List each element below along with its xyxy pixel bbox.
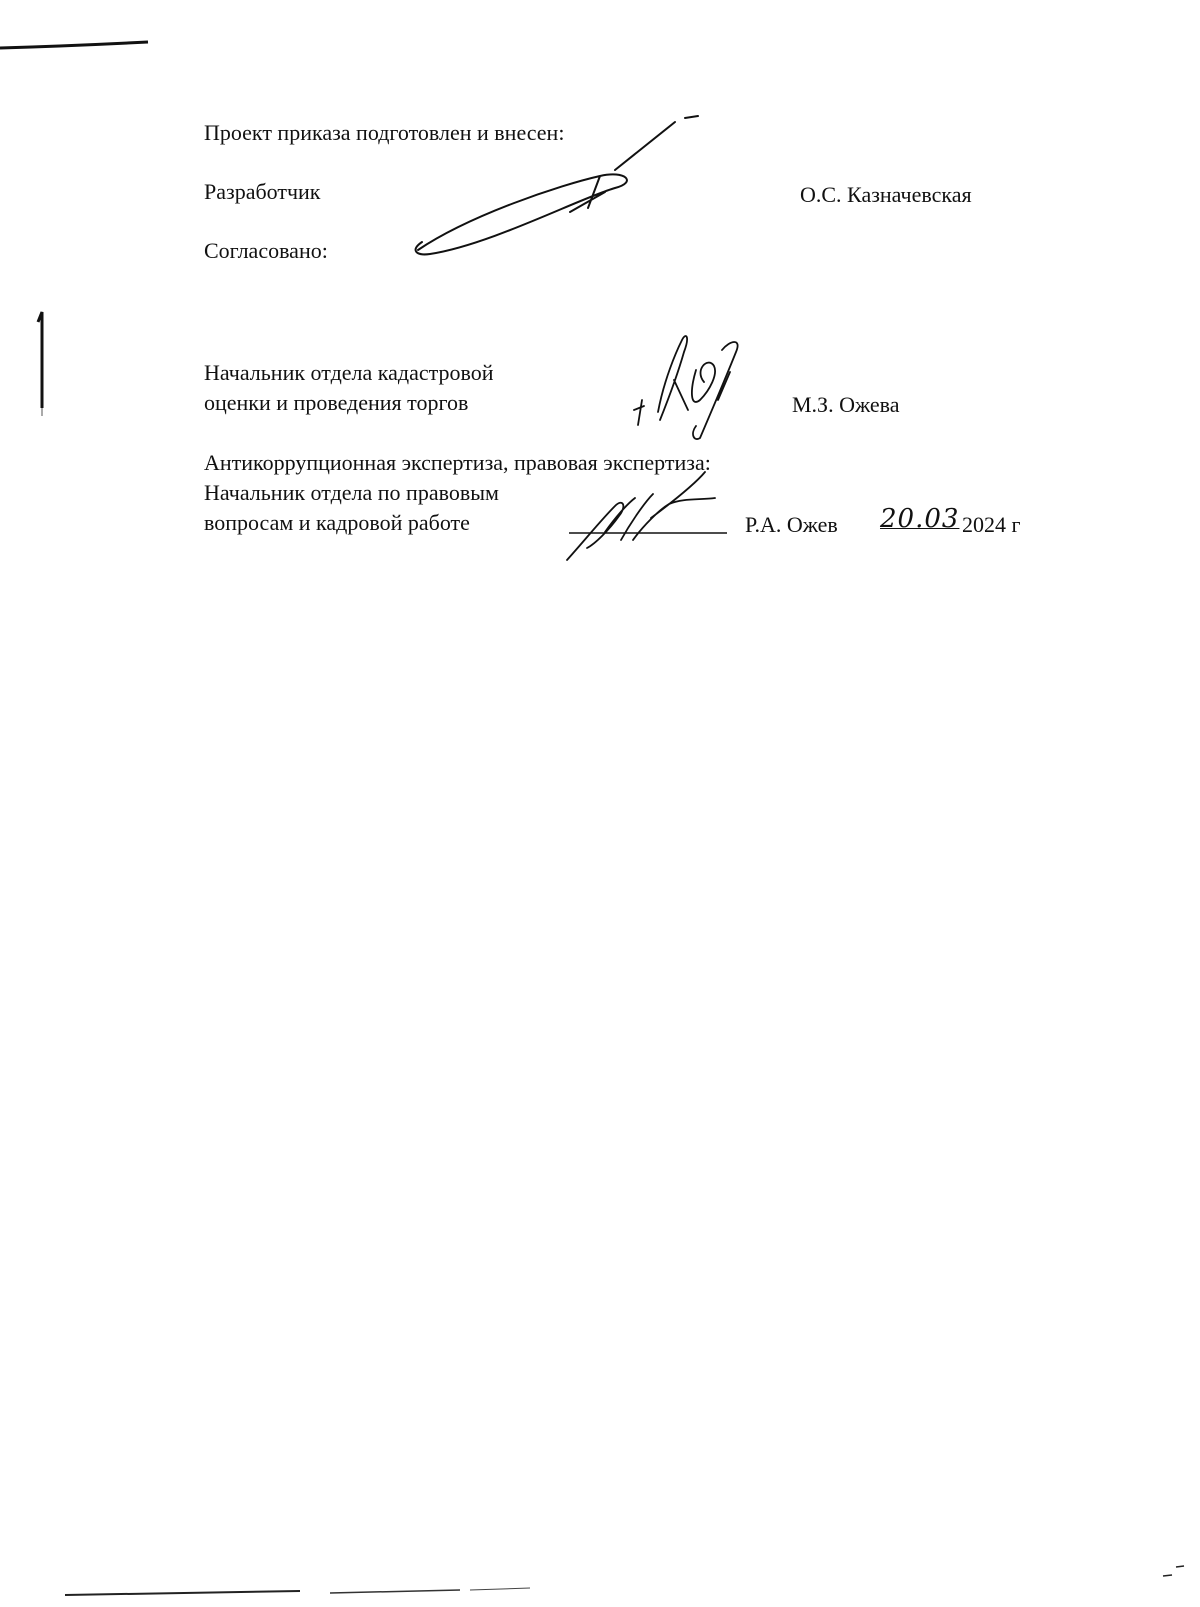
expertise-name: Р.А. Ожев [745,512,838,537]
expertise-signature [565,470,735,565]
approval-label: Согласовано: [204,238,328,263]
date-year-suffix: 2024 г [962,512,1021,537]
scan-mark-bottom [60,1585,500,1601]
expertise-role-line1: Начальник отдела по правовым [204,480,499,505]
cadastral-head-signature [630,330,760,445]
cadastral-head-role-line1: Начальник отдела кадастровой [204,360,494,385]
scan-mark-top-left [0,38,150,52]
cadastral-head-role-line2: оценки и проведения торгов [204,390,469,415]
handwritten-date: 20.03 [880,504,960,534]
scan-mark-left-margin [30,308,50,418]
prepared-label: Проект приказа подготовлен и внесен: [204,120,565,145]
developer-role: Разработчик [204,179,321,204]
developer-name: О.С. Казначевская [800,182,972,207]
expertise-role-line2: вопросам и кадровой работе [204,510,470,535]
cadastral-head-name: М.З. Ожева [792,392,900,417]
developer-signature [410,110,730,270]
expertise-label: Антикоррупционная экспертиза, правовая экспертиза: [204,450,711,475]
scan-mark-bottom-right [1160,1562,1190,1582]
